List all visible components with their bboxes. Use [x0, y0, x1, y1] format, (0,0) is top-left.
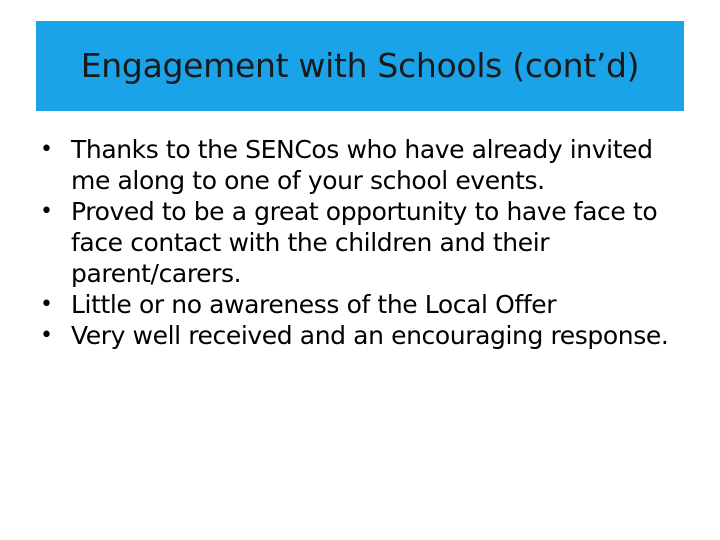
bullet-text: Little or no awareness of the Local Offer — [71, 290, 557, 319]
slide-title: Engagement with Schools (cont’d) — [80, 45, 640, 85]
bullet-icon: • — [40, 292, 53, 317]
bullet-icon: • — [40, 323, 53, 348]
bullet-list — [36, 134, 686, 351]
bullet-icon: • — [40, 199, 53, 224]
bullet-item — [36, 196, 686, 289]
bullet-text: Thanks to the SENCos who have already invited me along to one of your school events. — [71, 135, 653, 195]
bullet-item — [36, 134, 686, 196]
bullet-item — [36, 289, 686, 320]
bullet-icon: • — [40, 137, 53, 162]
bullet-text: Proved to be a great opportunity to have face to face contact with the children and their parent/carers. — [71, 197, 658, 288]
title-bar — [36, 21, 684, 111]
bullet-item — [36, 320, 686, 351]
bullet-text: Very well received and an encouraging response. — [71, 321, 669, 350]
